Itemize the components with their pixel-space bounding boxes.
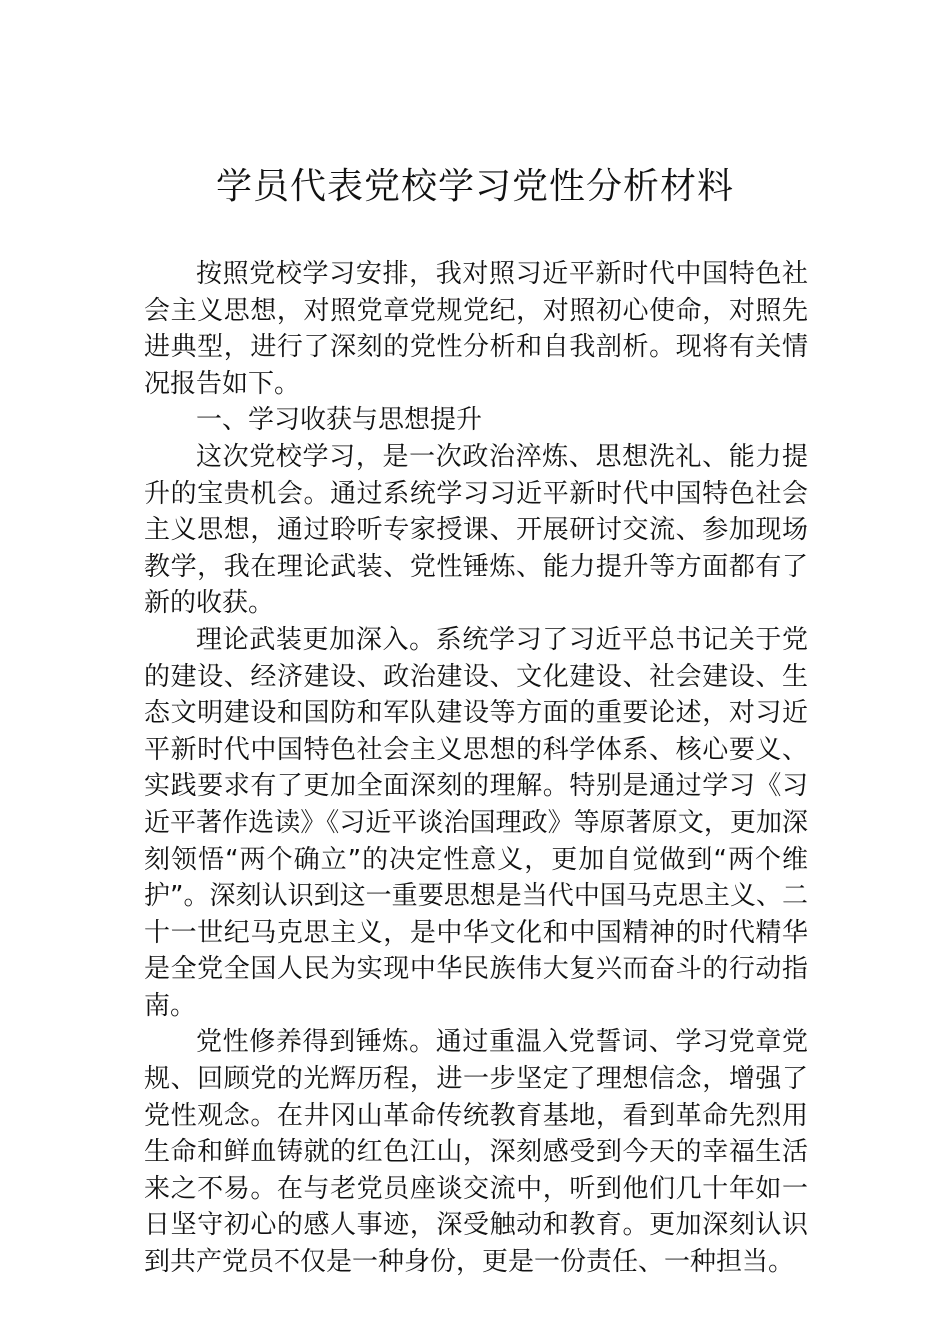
document-title: 学员代表党校学习党性分析材料	[215, 166, 734, 207]
body-paragraph: 党性修养得到锤炼。通过重温入党誓词、学习党章党规、回顾党的光辉历程，进一步坚定了理想信念，增强了党性观念。在井冈山革命传统教育基地，看到革命先烈用生命和鲜血铸就的红色江山，深刻感受到今天的幸福生活来之不易。在与老党员座谈交流中，听到他们几十年如一日坚守初心的感人事迹，深受触动和教育。更加深刻认识到共产党员不仅是一种身份，更是一份责任、一种担当。	[144, 1027, 808, 1278]
document-body	[144, 256, 808, 1281]
intro-paragraph: 按照党校学习安排，我对照习近平新时代中国特色社会主义思想，对照党章党规党纪，对照初心使命，对照先进典型，进行了深刻的党性分析和自我剖析。现将有关情况报告如下。	[144, 259, 808, 399]
section-heading: 一、学习收获与思想提升	[196, 405, 483, 436]
body-paragraph: 理论武装更加深入。系统学习了习近平总书记关于党的建设、经济建设、政治建设、文化建设、社会建设、生态文明建设和国防和军队建设等方面的重要论述，对习近平新时代中国特色社会主义思想的科学体系、核心要义、实践要求有了更加全面深刻的理解。特别是通过学习《习近平著作选读》《习近平谈治国理政》等原著原文，更加深刻领悟“两个确立”的决定性意义，更加自觉做到“两个维护”。深刻认识到这一重要思想是当代中国马克思主义、二十一世纪马克思主义，是中华文化和中国精神的时代精华是全党全国人民为实现中华民族伟大复兴而奋斗的行动指南。	[144, 624, 808, 1021]
body-paragraph: 这次党校学习，是一次政治淬炼、思想洗礼、能力提升的宝贵机会。通过系统学习习近平新时代中国特色社会主义思想，通过聆听专家授课、开展研讨交流、参加现场教学，我在理论武装、党性锤炼、能力提升等方面都有了新的收获。	[144, 441, 808, 619]
